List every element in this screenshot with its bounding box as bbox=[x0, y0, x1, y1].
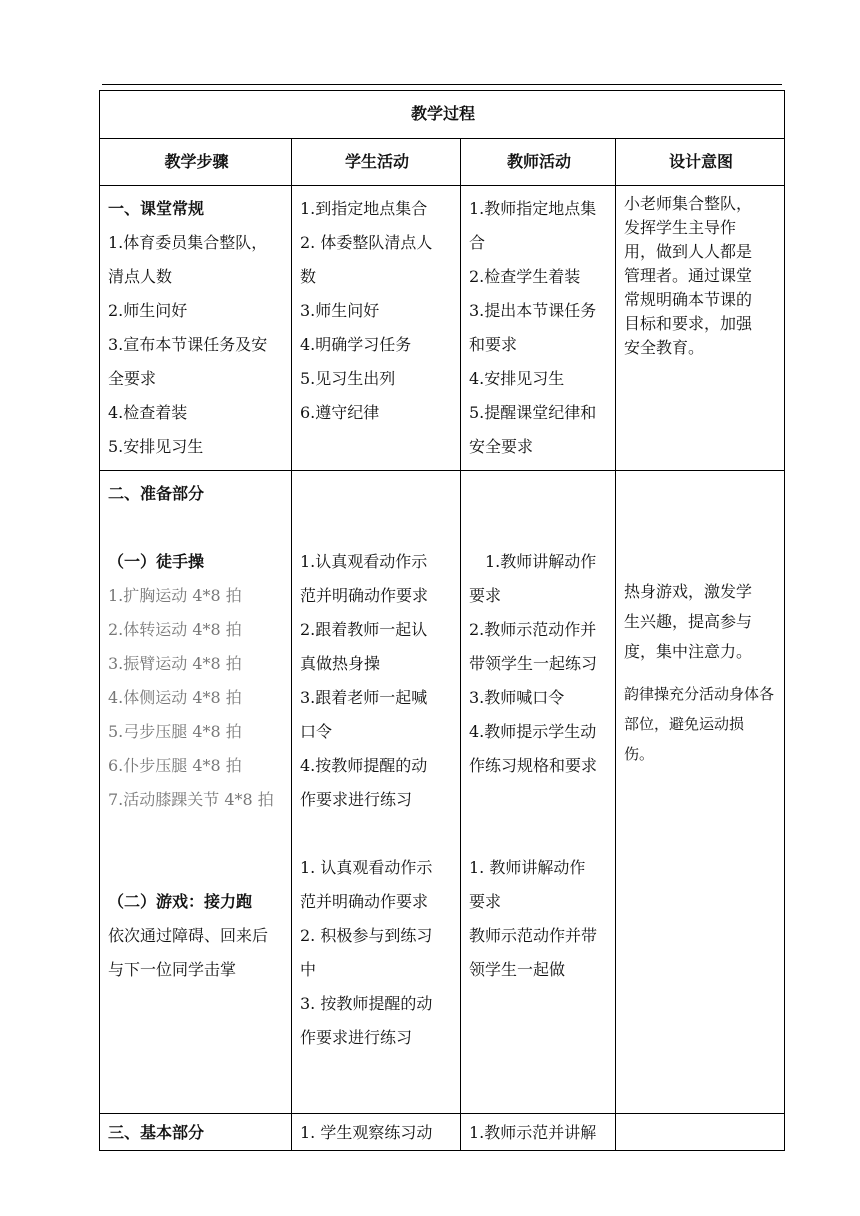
routine-student-cell bbox=[292, 186, 461, 471]
teacher-activity: 3.提出本节课任务 bbox=[469, 301, 597, 320]
teacher-activity: 1. 教师讲解动作 bbox=[469, 858, 586, 877]
student-activity: 口令 bbox=[300, 722, 333, 741]
subsection-title: （一）徒手操 bbox=[108, 552, 205, 571]
teacher-activity: 要求 bbox=[469, 586, 502, 605]
student-activity: 3.跟着老师一起喊 bbox=[300, 688, 428, 707]
routine-steps-cell bbox=[100, 186, 292, 471]
design-text: 发挥学生主导作 bbox=[624, 218, 737, 237]
game-description: 依次通过障碍、回来后 bbox=[108, 926, 269, 945]
section-title: 二、准备部分 bbox=[108, 484, 205, 503]
teacher-activity: 3.教师喊口令 bbox=[469, 688, 565, 707]
design-text: 生兴趣，提高参与 bbox=[624, 612, 753, 631]
exercise-item: 4.体侧运动 4*8 拍 bbox=[108, 688, 242, 707]
exercise-item: 5.弓步压腿 4*8 拍 bbox=[108, 722, 242, 741]
exercise-item: 7.活动膝踝关节 4*8 拍 bbox=[108, 790, 274, 809]
teacher-activity: 和要求 bbox=[469, 335, 518, 354]
student-activity: 6.遵守纪律 bbox=[300, 403, 380, 422]
exercise-item: 1.扩胸运动 4*8 拍 bbox=[108, 586, 242, 605]
student-activity: 1. 学生观察练习动 bbox=[300, 1123, 433, 1142]
teacher-activity: 2.检查学生着装 bbox=[469, 267, 581, 286]
basic-steps-cell bbox=[100, 1114, 292, 1151]
teacher-activity: 2.教师示范动作并 bbox=[469, 620, 597, 639]
student-activity: 4.明确学习任务 bbox=[300, 335, 412, 354]
student-activity: 数 bbox=[300, 267, 317, 286]
section-title: 三、基本部分 bbox=[108, 1123, 205, 1142]
header-design: 设计意图 bbox=[616, 139, 785, 186]
student-activity: 范并明确动作要求 bbox=[300, 892, 429, 911]
student-activity: 作要求进行练习 bbox=[300, 790, 413, 809]
student-activity: 作要求进行练习 bbox=[300, 1028, 413, 1047]
design-text: 热身游戏，激发学 bbox=[624, 582, 753, 601]
design-text: 用，做到人人都是 bbox=[624, 242, 753, 261]
exercise-item: 6.仆步压腿 4*8 拍 bbox=[108, 756, 242, 775]
header-rule bbox=[102, 84, 782, 85]
design-text: 部位，避免运动损 bbox=[624, 715, 745, 733]
prep-teacher-cell bbox=[461, 471, 616, 1114]
design-text: 韵律操充分活动身体各 bbox=[624, 685, 775, 703]
design-text: 安全教育。 bbox=[624, 338, 705, 357]
student-activity: 1.到指定地点集合 bbox=[300, 199, 428, 218]
student-activity: 2.跟着教师一起认 bbox=[300, 620, 428, 639]
teacher-activity: 作练习规格和要求 bbox=[469, 756, 598, 775]
student-activity: 3.师生问好 bbox=[300, 301, 380, 320]
teacher-activity: 4.安排见习生 bbox=[469, 369, 565, 388]
step-item: 全要求 bbox=[108, 369, 157, 388]
teacher-activity: 1.教师讲解动作 bbox=[485, 552, 597, 571]
step-item: 4.检查着装 bbox=[108, 403, 188, 422]
prep-steps-cell bbox=[100, 471, 292, 1114]
exercise-item: 2.体转运动 4*8 拍 bbox=[108, 620, 242, 639]
teacher-activity: 1.教师指定地点集 bbox=[469, 199, 597, 218]
teacher-activity: 带领学生一起练习 bbox=[469, 654, 598, 673]
student-activity: 1.认真观看动作示 bbox=[300, 552, 428, 571]
design-text: 管理者。通过课堂 bbox=[624, 266, 753, 285]
teacher-activity: 安全要求 bbox=[469, 437, 534, 456]
student-activity: 中 bbox=[300, 960, 317, 979]
student-activity: 范并明确动作要求 bbox=[300, 586, 429, 605]
subsection-title: （二）游戏：接力跑 bbox=[108, 892, 253, 911]
design-text: 常规明确本节课的 bbox=[624, 290, 753, 309]
student-activity: 2. 积极参与到练习 bbox=[300, 926, 433, 945]
prep-design-cell bbox=[616, 471, 785, 1114]
student-activity: 真做热身操 bbox=[300, 654, 381, 673]
header-teacher: 教师活动 bbox=[461, 139, 616, 186]
header-student: 学生活动 bbox=[292, 139, 461, 186]
student-activity: 4.按教师提醒的动 bbox=[300, 756, 428, 775]
design-text: 目标和要求，加强 bbox=[624, 314, 753, 333]
student-activity: 2. 体委整队清点人 bbox=[300, 233, 433, 252]
step-item: 1.体育委员集合整队， bbox=[108, 233, 268, 252]
design-text: 伤。 bbox=[624, 745, 655, 763]
teacher-activity: 1.教师示范并讲解 bbox=[469, 1123, 597, 1142]
design-text: 小老师集合整队， bbox=[624, 194, 753, 213]
student-activity: 3. 按教师提醒的动 bbox=[300, 994, 433, 1013]
step-item: 5.安排见习生 bbox=[108, 437, 204, 456]
header-steps: 教学步骤 bbox=[100, 139, 292, 186]
section-title: 一、课堂常规 bbox=[108, 199, 205, 218]
routine-teacher-cell bbox=[461, 186, 616, 471]
student-activity: 5.见习生出列 bbox=[300, 369, 396, 388]
step-item: 2.师生问好 bbox=[108, 301, 188, 320]
teacher-activity: 合 bbox=[469, 233, 486, 252]
prep-student-cell bbox=[292, 471, 461, 1114]
exercise-item: 3.振臂运动 4*8 拍 bbox=[108, 654, 242, 673]
basic-design-cell bbox=[616, 1114, 785, 1151]
basic-teacher-cell bbox=[461, 1114, 616, 1151]
basic-student-cell bbox=[292, 1114, 461, 1151]
student-activity: 1. 认真观看动作示 bbox=[300, 858, 433, 877]
lesson-process-table bbox=[99, 90, 785, 1151]
game-description: 与下一位同学击掌 bbox=[108, 960, 237, 979]
design-text: 度，集中注意力。 bbox=[624, 642, 753, 661]
teacher-activity: 领学生一起做 bbox=[469, 960, 566, 979]
teacher-activity: 4.教师提示学生动 bbox=[469, 722, 597, 741]
teacher-activity: 5.提醒课堂纪律和 bbox=[469, 403, 597, 422]
table-title: 教学过程 bbox=[100, 91, 785, 139]
step-item: 清点人数 bbox=[108, 267, 173, 286]
step-item: 3.宣布本节课任务及安 bbox=[108, 335, 268, 354]
teacher-activity: 教师示范动作并带 bbox=[469, 926, 598, 945]
routine-design-cell bbox=[616, 186, 785, 471]
teacher-activity: 要求 bbox=[469, 892, 502, 911]
